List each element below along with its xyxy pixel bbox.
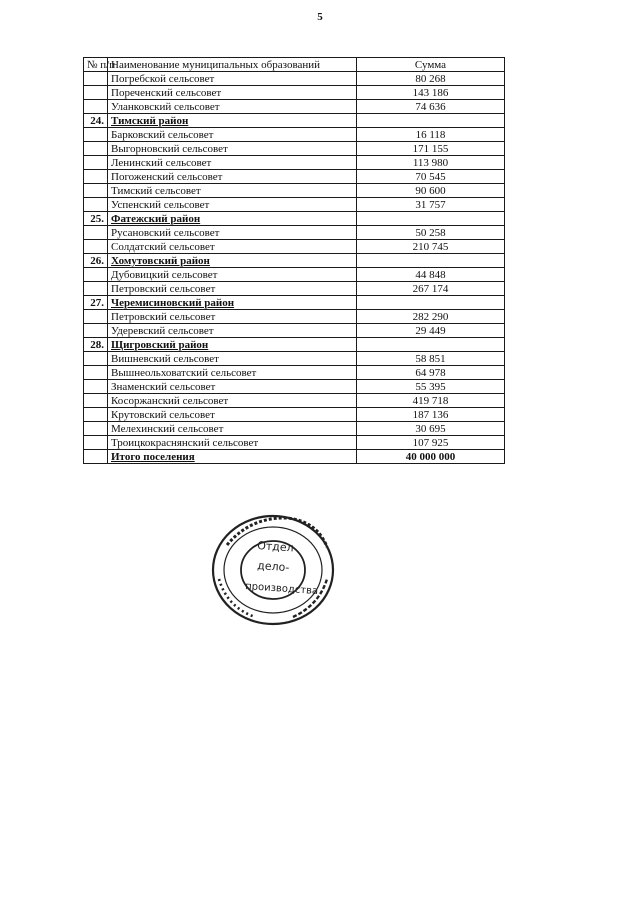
row-sum: 55 395 [357,380,505,394]
table-row [84,422,505,436]
district-row [84,254,505,268]
row-name: Щигровский район [108,338,357,352]
row-name: Знаменский сельсовет [108,380,357,394]
row-name: Погоженский сельсовет [108,170,357,184]
table-row [84,436,505,450]
row-sum: 30 695 [357,422,505,436]
row-sum: 282 290 [357,310,505,324]
row-sum: 113 980 [357,156,505,170]
table-row [84,198,505,212]
row-sum: 74 636 [357,100,505,114]
row-sum [357,338,505,352]
row-name: Хомутовский район [108,254,357,268]
table-row [84,142,505,156]
row-sum: 58 851 [357,352,505,366]
row-name: Пореченский сельсовет [108,86,357,100]
row-name: Черемисиновский район [108,296,357,310]
row-sum [357,212,505,226]
row-name: Удеревский сельсовет [108,324,357,338]
row-number [84,198,108,212]
row-name: Итого поселения [108,450,357,464]
table-row [84,72,505,86]
row-number [84,310,108,324]
district-row [84,114,505,128]
row-sum [357,296,505,310]
row-name: Ленинский сельсовет [108,156,357,170]
row-name: Петровский сельсовет [108,282,357,296]
page-number: 5 [317,11,323,23]
row-sum: 107 925 [357,436,505,450]
row-sum: 64 978 [357,366,505,380]
table-row [84,282,505,296]
header-name: Наименование муниципальных образований [108,58,357,72]
stamp-line-1: Отдел [256,539,295,555]
table-row [84,156,505,170]
row-number: 26. [84,254,108,268]
table-row [84,170,505,184]
row-number: 27. [84,296,108,310]
row-number [84,352,108,366]
table-row [84,240,505,254]
total-row [84,450,505,464]
row-name: Погребской сельсовет [108,72,357,86]
row-name: Мелехинский сельсовет [108,422,357,436]
row-name: Тимский район [108,114,357,128]
row-name: Крутовский сельсовет [108,408,357,422]
row-sum: 29 449 [357,324,505,338]
row-number [84,184,108,198]
row-name: Вышнеольховатский сельсовет [108,366,357,380]
row-name: Барковский сельсовет [108,128,357,142]
office-stamp [205,507,340,632]
row-number [84,72,108,86]
row-name: Троицкокраснянский сельсовет [108,436,357,450]
row-sum: 50 258 [357,226,505,240]
row-sum: 143 186 [357,86,505,100]
table-body [84,72,505,464]
stamp-line-2: дело- [256,559,290,575]
row-sum: 90 600 [357,184,505,198]
row-number: 24. [84,114,108,128]
table-row [84,86,505,100]
table-row [84,268,505,282]
row-name: Тимский сельсовет [108,184,357,198]
row-number [84,436,108,450]
row-sum: 80 268 [357,72,505,86]
row-number [84,422,108,436]
row-name: Фатежский район [108,212,357,226]
table-row [84,408,505,422]
row-sum [357,254,505,268]
row-number [84,240,108,254]
row-name: Петровский сельсовет [108,310,357,324]
row-number [84,142,108,156]
row-sum: 70 545 [357,170,505,184]
row-number [84,268,108,282]
row-number [84,100,108,114]
row-sum: 16 118 [357,128,505,142]
table-row [84,366,505,380]
row-number [84,156,108,170]
row-number [84,170,108,184]
row-name: Косоржанский сельсовет [108,394,357,408]
row-sum: 210 745 [357,240,505,254]
row-number [84,408,108,422]
row-name: Солдатский сельсовет [108,240,357,254]
table-row [84,352,505,366]
row-number [84,366,108,380]
table-row [84,100,505,114]
table-row [84,184,505,198]
table-row [84,394,505,408]
row-number [84,450,108,464]
row-sum: 31 757 [357,198,505,212]
row-sum: 419 718 [357,394,505,408]
row-sum: 187 136 [357,408,505,422]
table-row [84,128,505,142]
row-number [84,282,108,296]
table-header-row [84,58,505,72]
row-sum: 171 155 [357,142,505,156]
row-number [84,226,108,240]
row-number [84,380,108,394]
row-sum: 267 174 [357,282,505,296]
header-sum: Сумма [357,58,505,72]
row-name: Выгорновский сельсовет [108,142,357,156]
row-sum: 40 000 000 [357,450,505,464]
row-name: Вишневский сельсовет [108,352,357,366]
table-row [84,380,505,394]
row-name: Уланковский сельсовет [108,100,357,114]
row-number [84,128,108,142]
row-name: Успенский сельсовет [108,198,357,212]
district-row [84,338,505,352]
row-number [84,86,108,100]
row-name: Дубовицкий сельсовет [108,268,357,282]
row-number [84,324,108,338]
district-row [84,212,505,226]
header-number: № п/п [84,58,108,72]
row-number [84,394,108,408]
row-sum [357,114,505,128]
table-row [84,324,505,338]
row-sum: 44 848 [357,268,505,282]
table-row [84,226,505,240]
row-number: 25. [84,212,108,226]
district-row [84,296,505,310]
row-name: Русановский сельсовет [108,226,357,240]
stamp-line-3: производства [244,581,319,598]
row-number: 28. [84,338,108,352]
allocation-table [83,57,505,464]
table-row [84,310,505,324]
